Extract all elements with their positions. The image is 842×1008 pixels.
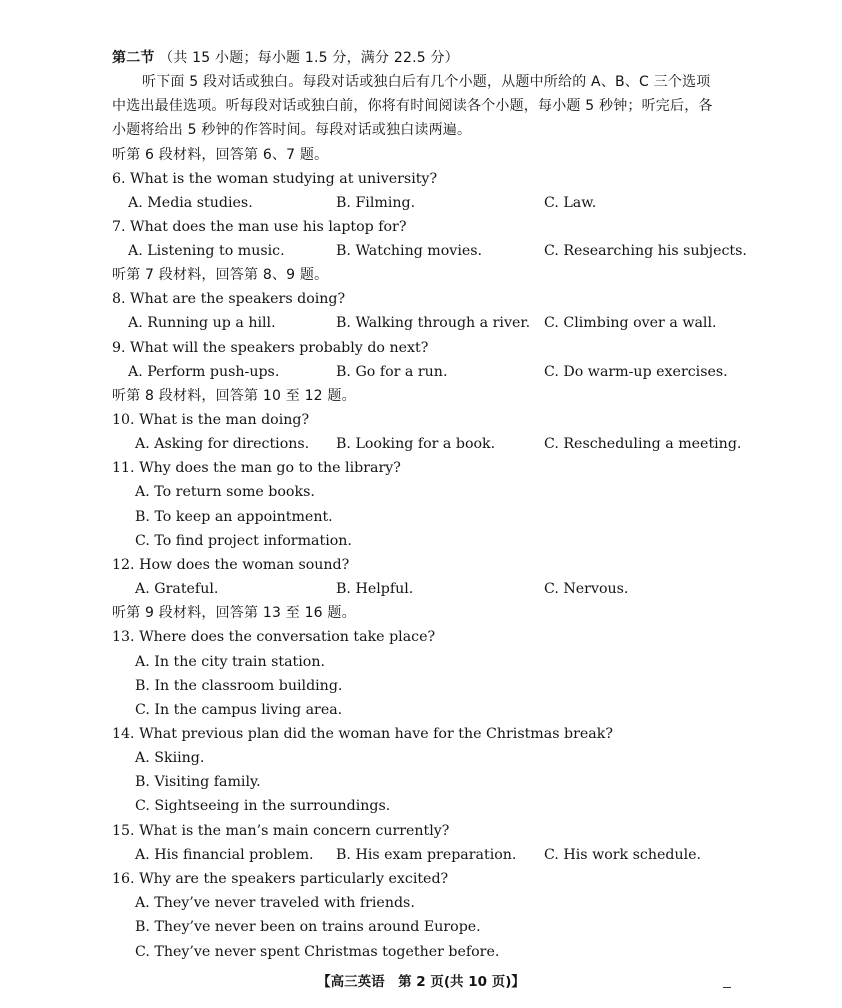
question-11-option-b: B. To keep an appointment.: [135, 509, 333, 525]
question-15-stem: 15. What is the man’s main concern currently?: [112, 823, 450, 839]
group-7-heading: 听第 7 段材料，回答第 8、9 题。: [112, 267, 329, 283]
question-9-option-a: A. Perform push-ups.: [128, 364, 280, 380]
question-13-option-c: C. In the campus living area.: [135, 702, 343, 718]
question-14-option-c: C. Sightseeing in the surroundings.: [135, 798, 391, 814]
question-16-stem: 16. Why are the speakers particularly excited?: [112, 871, 449, 887]
question-10-option-a: A. Asking for directions.: [135, 436, 310, 452]
question-15-option-b: B. His exam preparation.: [336, 847, 517, 863]
corner-mark: [723, 987, 731, 988]
question-7-option-c: C. Researching his subjects.: [544, 243, 747, 259]
question-6-option-b: B. Filming.: [336, 195, 416, 211]
question-8-option-a: A. Running up a hill.: [128, 315, 276, 331]
question-14-option-a: A. Skiing.: [135, 750, 205, 766]
question-9-option-c: C. Do warm-up exercises.: [544, 364, 728, 380]
question-11-stem: 11. Why does the man go to the library?: [112, 460, 401, 476]
instruction-line-2: 中选出最佳选项。听每段对话或独白前，你将有时间阅读各个小题，每小题 5 秒钟；听完后，各: [112, 98, 713, 114]
question-14-stem: 14. What previous plan did the woman have for the Christmas break?: [112, 726, 613, 742]
group-8-heading: 听第 8 段材料，回答第 10 至 12 题。: [112, 388, 356, 404]
question-8-option-b: B. Walking through a river.: [336, 315, 531, 331]
question-13-stem: 13. Where does the conversation take place?: [112, 629, 436, 645]
question-16-option-c: C. They’ve never spent Christmas together before.: [135, 944, 500, 960]
question-7-option-a: A. Listening to music.: [128, 243, 285, 259]
question-9-stem: 9. What will the speakers probably do next?: [112, 340, 429, 356]
question-7-stem: 7. What does the man use his laptop for?: [112, 219, 407, 235]
question-13-option-a: A. In the city train station.: [135, 654, 325, 670]
question-12-stem: 12. How does the woman sound?: [112, 557, 350, 573]
question-15-option-a: A. His financial problem.: [135, 847, 314, 863]
section-heading: [112, 48, 459, 68]
question-6-option-a: A. Media studies.: [128, 195, 253, 211]
question-14-option-b: B. Visiting family.: [135, 774, 261, 790]
section-title: 第二节: [112, 50, 155, 66]
question-10-option-b: B. Looking for a book.: [336, 436, 496, 452]
question-7-option-b: B. Watching movies.: [336, 243, 483, 259]
instruction-line-3: 小题将给出 5 秒钟的作答时间。每段对话或独白读两遍。: [112, 122, 472, 138]
question-13-option-b: B. In the classroom building.: [135, 678, 343, 694]
question-15-option-c: C. His work schedule.: [544, 847, 702, 863]
page-footer: 【高三英语 第 2 页(共 10 页)】: [317, 974, 525, 990]
question-12-option-a: A. Grateful.: [135, 581, 219, 597]
question-16-option-b: B. They’ve never been on trains around Europe.: [135, 919, 481, 935]
question-10-option-c: C. Rescheduling a meeting.: [544, 436, 742, 452]
question-10-stem: 10. What is the man doing?: [112, 412, 310, 428]
group-9-heading: 听第 9 段材料，回答第 13 至 16 题。: [112, 605, 356, 621]
question-16-option-a: A. They’ve never traveled with friends.: [135, 895, 415, 911]
question-11-option-c: C. To find project information.: [135, 533, 352, 549]
question-11-option-a: A. To return some books.: [135, 484, 315, 500]
question-6-option-c: C. Law.: [544, 195, 597, 211]
group-6-heading: 听第 6 段材料，回答第 6、7 题。: [112, 147, 329, 163]
question-8-option-c: C. Climbing over a wall.: [544, 315, 717, 331]
question-12-option-b: B. Helpful.: [336, 581, 414, 597]
question-12-option-c: C. Nervous.: [544, 581, 629, 597]
question-6-stem: 6. What is the woman studying at university?: [112, 171, 438, 187]
question-9-option-b: B. Go for a run.: [336, 364, 448, 380]
question-8-stem: 8. What are the speakers doing?: [112, 291, 346, 307]
section-points: （共 15 小题；每小题 1.5 分，满分 22.5 分）: [159, 50, 459, 66]
instruction-line-1: 听下面 5 段对话或独白。每段对话或独白后有几个小题，从题中所给的 A、B、C 三个选项: [142, 74, 711, 90]
